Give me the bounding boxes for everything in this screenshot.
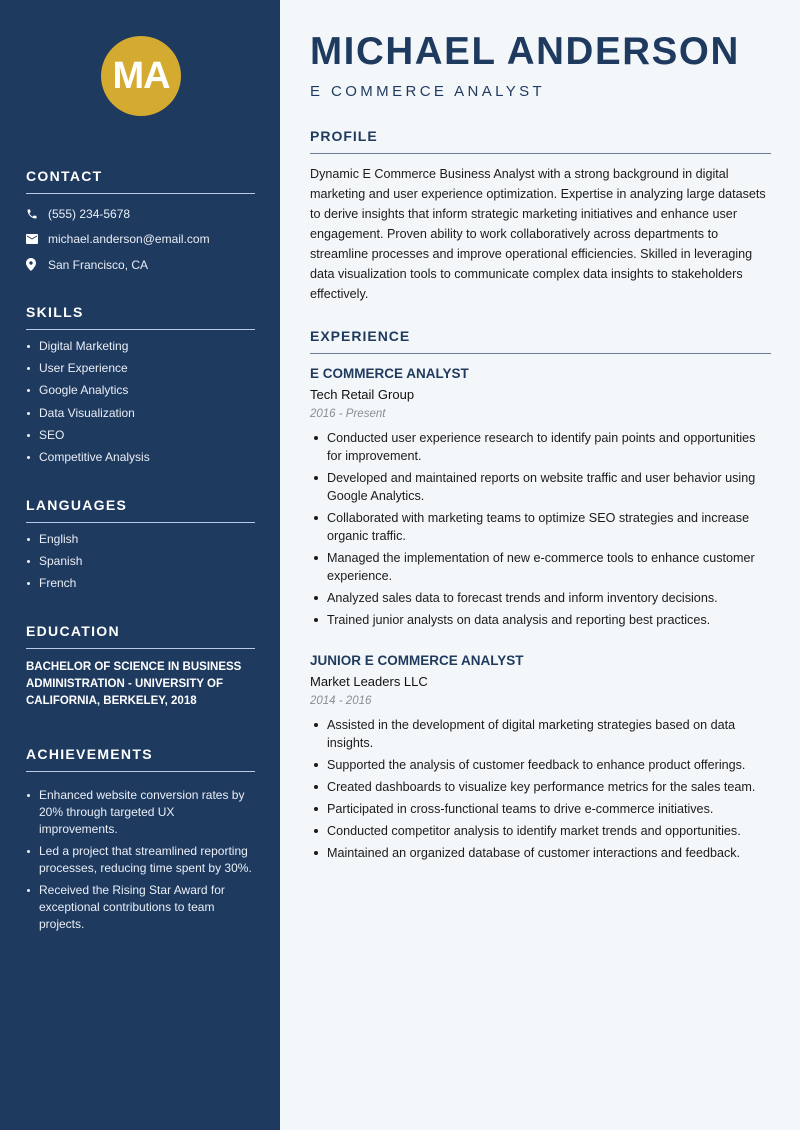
contact-email: [26, 227, 255, 253]
achievements-section: [26, 746, 255, 939]
job-bullet: Analyzed sales data to forecast trends and inform inventory decisions.: [310, 589, 771, 607]
languages-heading: LANGUAGES: [26, 497, 255, 523]
skills-heading: SKILLS: [26, 304, 255, 330]
skill-item: Data Visualization: [26, 405, 255, 422]
experience-heading: EXPERIENCE: [310, 328, 771, 354]
skill-item: Google Analytics: [26, 382, 255, 399]
job-bullet: Conducted competitor analysis to identify market trends and opportunities.: [310, 822, 771, 840]
achievement-item: Led a project that streamlined reporting processes, reducing time spent by 30%.: [26, 843, 255, 877]
job-entry: [310, 366, 771, 633]
languages-section: [26, 497, 255, 598]
experience-section: [310, 328, 771, 354]
profile-text: Dynamic E Commerce Business Analyst with a strong background in digital marketing and user experience optimization. Expertise in analyzing large datasets to derive insights that inform strategic marketing initiatives and enhance user engagement. Proven ability to work collaboratively across departments to streamline processes and improve operational efficiencies. Skilled in leveraging data visualization tools to communicate complex data insights to stakeholders effectively.: [310, 167, 766, 301]
candidate-name: MICHAEL ANDERSON: [310, 30, 740, 73]
job-entry: [310, 653, 771, 866]
job-bullet: Collaborated with marketing teams to optimize SEO strategies and increase organic traffic.: [310, 509, 771, 545]
achievement-item: Enhanced website conversion rates by 20% through targeted UX improvements.: [26, 787, 255, 838]
job-company: Tech Retail Group: [310, 387, 415, 402]
contact-section: [26, 168, 255, 278]
job-bullet: Maintained an organized database of customer interactions and feedback.: [310, 844, 771, 862]
language-item: Spanish: [26, 553, 255, 570]
education-degree: BACHELOR OF SCIENCE IN BUSINESS ADMINISTRATION - UNIVERSITY OF CALIFORNIA, BERKELEY, 2018: [26, 661, 242, 707]
job-bullet: Created dashboards to visualize key performance metrics for the sales team.: [310, 778, 771, 796]
language-item: English: [26, 531, 255, 548]
email-icon: [26, 234, 48, 244]
job-dates: 2016 - Present: [310, 408, 386, 420]
contact-heading: CONTACT: [26, 168, 255, 194]
skill-item: SEO: [26, 427, 255, 444]
skill-item: Competitive Analysis: [26, 449, 255, 466]
skills-section: [26, 304, 255, 471]
job-bullet: Assisted in the development of digital marketing strategies based on data insights.: [310, 716, 771, 752]
achievement-item: Received the Rising Star Award for exceptional contributions to team projects.: [26, 882, 255, 933]
job-bullet: Managed the implementation of new e-commerce tools to enhance customer experience.: [310, 549, 771, 585]
location-text: San Francisco, CA: [48, 257, 149, 272]
phone-text: (555) 234-5678: [48, 206, 131, 221]
job-bullet: Conducted user experience research to identify pain points and opportunities for improvement.: [310, 429, 771, 465]
achievements-heading: ACHIEVEMENTS: [26, 746, 255, 772]
education-section: [26, 623, 255, 710]
avatar: [101, 36, 181, 116]
profile-heading: PROFILE: [310, 128, 771, 154]
job-title: E COMMERCE ANALYST: [310, 366, 469, 381]
sidebar: [0, 0, 280, 1130]
job-company: Market Leaders LLC: [310, 674, 428, 689]
job-dates: 2014 - 2016: [310, 695, 372, 707]
job-bullet: Developed and maintained reports on website traffic and user behavior using Google Analytics.: [310, 469, 771, 505]
profile-section: [310, 128, 771, 304]
contact-location: [26, 252, 255, 278]
avatar-initials: MA: [112, 54, 170, 97]
skill-item: User Experience: [26, 360, 255, 377]
job-bullet: Supported the analysis of customer feedback to enhance product offerings.: [310, 756, 771, 774]
job-bullet: Trained junior analysts on data analysis and reporting best practices.: [310, 611, 771, 629]
skill-item: Digital Marketing: [26, 338, 255, 355]
email-text: michael.anderson@email.com: [48, 232, 210, 247]
phone-icon: [26, 208, 48, 220]
location-icon: [26, 258, 48, 271]
candidate-title: E COMMERCE ANALYST: [310, 83, 546, 100]
language-item: French: [26, 575, 255, 592]
job-title: JUNIOR E COMMERCE ANALYST: [310, 653, 524, 668]
education-heading: EDUCATION: [26, 623, 255, 649]
contact-phone: [26, 201, 255, 227]
job-bullet: Participated in cross-functional teams to drive e-commerce initiatives.: [310, 800, 771, 818]
